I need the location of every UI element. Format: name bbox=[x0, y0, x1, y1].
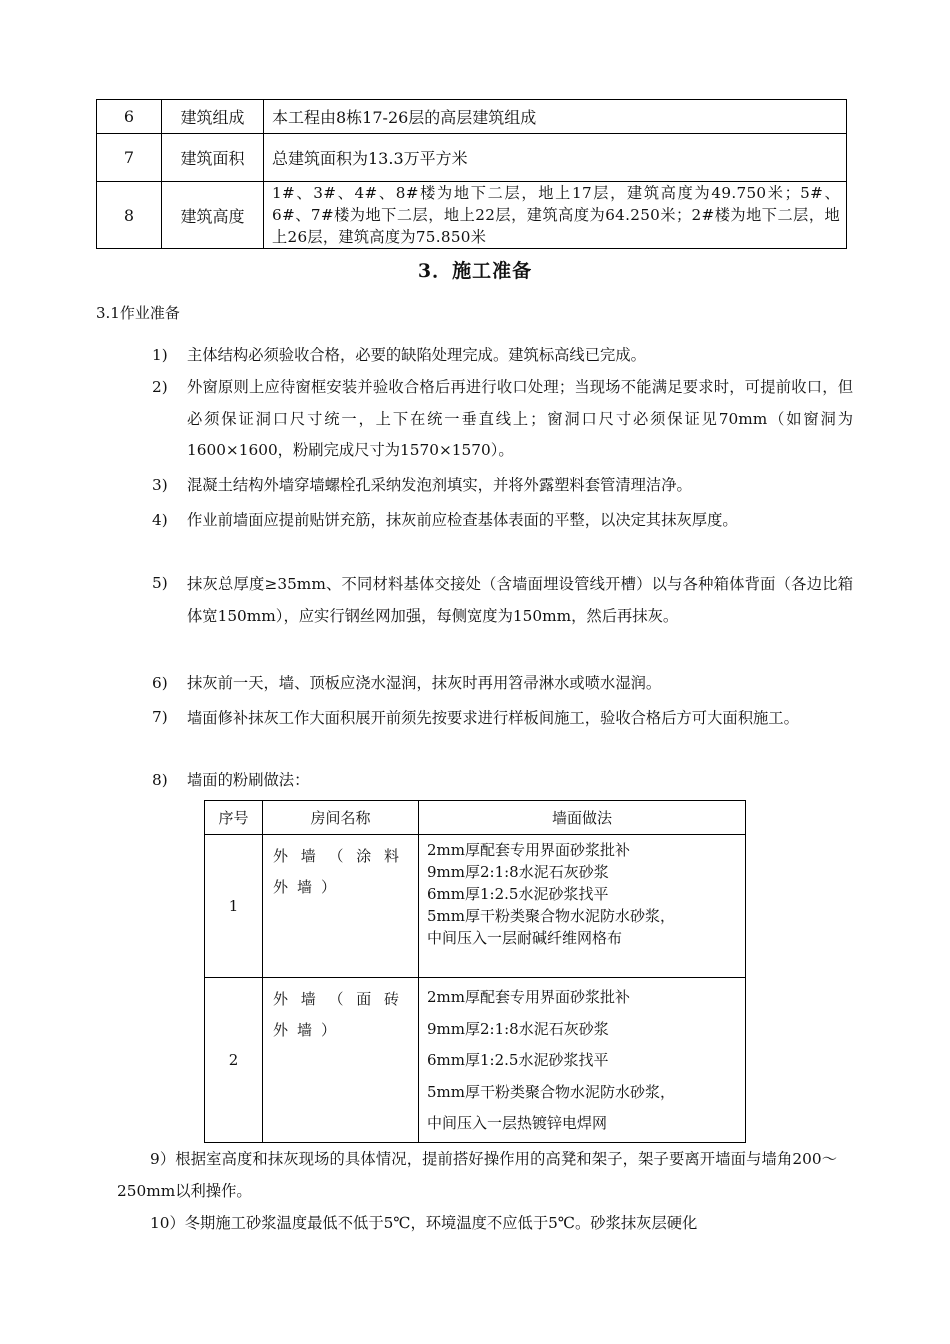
room-cell bbox=[263, 835, 419, 978]
method-line: 2mm厚配套专用界面砂浆批补 bbox=[427, 988, 630, 1006]
row-number: 2 bbox=[205, 978, 263, 1143]
table-row bbox=[97, 100, 847, 134]
list-number: 6) bbox=[152, 674, 168, 692]
paragraph-10: 10）冬期施工砂浆温度最低不低于5℃，环境温度不应低于5℃。砂浆抹灰层硬化 bbox=[150, 1214, 698, 1232]
row-item: 建筑高度 bbox=[162, 182, 264, 249]
method-line: 2mm厚配套专用界面砂浆批补 bbox=[427, 841, 630, 859]
row-item: 建筑组成 bbox=[162, 100, 264, 134]
room-name: 外墙（面砖外墙） bbox=[273, 990, 408, 1039]
row-content: 本工程由8栋17-26层的高层建筑组成 bbox=[264, 100, 847, 134]
list-number: 4) bbox=[152, 511, 168, 529]
list-number: 7) bbox=[152, 708, 168, 726]
row-number: 8 bbox=[97, 182, 162, 249]
table-header-row bbox=[205, 801, 746, 835]
list-text: 抹灰前一天，墙、顶板应浇水湿润，抹灰时再用笤帚淋水或喷水湿润。 bbox=[187, 674, 662, 692]
list-text: 混凝土结构外墙穿墙螺栓孔采纳发泡剂填实，并将外露塑料套管清理洁净。 bbox=[187, 476, 692, 494]
list-text: 抹灰总厚度≥35mm、不同材料基体交接处（含墙面埋设管线开槽）以与各种箱体背面（各边比箱体宽150mm），应实行钢丝网加强，每侧宽度为150mm，然后再抹灰。 bbox=[187, 575, 853, 625]
method-cell bbox=[419, 978, 746, 1143]
table-row bbox=[97, 134, 847, 182]
header-no: 序号 bbox=[205, 801, 263, 835]
row-number: 6 bbox=[97, 100, 162, 134]
list-number: 8) bbox=[152, 771, 168, 789]
row-content-cell bbox=[264, 182, 847, 249]
method-line: 中间压入一层耐碱纤维网格布 bbox=[427, 929, 623, 947]
method-line: 9mm厚2:1:8水泥石灰砂浆 bbox=[427, 1019, 609, 1038]
method-line: 中间压入一层热镀锌电焊网 bbox=[427, 1114, 608, 1132]
table-row bbox=[205, 835, 746, 978]
paragraph-9: 9）根据室高度和抹灰现场的具体情况，提前搭好操作用的高凳和架子，架子要离开墙面与墙角200～250mm以利操作。 bbox=[117, 1150, 837, 1200]
method-line: 9mm厚2:1:8水泥石灰砂浆 bbox=[427, 863, 609, 881]
list-text: 主体结构必须验收合格，必要的缺陷处理完成。建筑标高线已完成。 bbox=[187, 346, 646, 364]
list-number: 3) bbox=[152, 476, 168, 494]
list-text: 墙面的粉刷做法： bbox=[187, 771, 310, 789]
method-cell bbox=[419, 835, 746, 978]
list-text: 作业前墙面应提前贴饼充筋，抹灰前应检查基体表面的平整，以决定其抹灰厚度。 bbox=[187, 511, 738, 529]
section-heading: 3．施工准备 bbox=[417, 260, 533, 282]
method-line: 6mm厚1:2.5水泥砂浆找平 bbox=[427, 885, 609, 903]
list-text: 外窗原则上应待窗框安装并验收合格后再进行收口处理；当现场不能满足要求时，可提前收口，但必须保证洞口尺寸统一，上下在统一垂直线上；窗洞口尺寸必须保证见70mm（如窗洞为1600×1600，粉刷完成尺寸为1570×1570）。 bbox=[187, 378, 853, 459]
method-line: 6mm厚1:2.5水泥砂浆找平 bbox=[427, 1051, 609, 1069]
row-item: 建筑面积 bbox=[162, 134, 264, 182]
row-content: 总建筑面积为13.3万平方米 bbox=[264, 134, 847, 182]
row-number: 7 bbox=[97, 134, 162, 182]
row-number: 1 bbox=[205, 835, 263, 978]
list-number: 2) bbox=[152, 378, 168, 396]
list-text: 墙面修补抹灰工作大面积展开前须先按要求进行样板间施工，验收合格后方可大面积施工。 bbox=[187, 709, 799, 727]
wall-finish-table bbox=[204, 800, 746, 1143]
subsection-title: 3.1作业准备 bbox=[96, 304, 180, 322]
method-line: 5mm厚干粉类聚合物水泥防水砂浆， bbox=[427, 907, 675, 925]
room-name: 外墙（涂料外墙） bbox=[273, 847, 408, 896]
building-info-table bbox=[96, 99, 847, 249]
row-content: 1#、3#、4#、8#楼为地下二层，地上17层，建筑高度为49.750米；5#、6#、7#楼为地下二层，地上22层，建筑高度为64.250米；2#楼为地下二层，地上26层，建筑高度为75.850米 bbox=[272, 184, 840, 246]
header-room: 房间名称 bbox=[263, 801, 419, 835]
method-line: 5mm厚干粉类聚合物水泥防水砂浆， bbox=[427, 1082, 675, 1101]
header-method: 墙面做法 bbox=[419, 801, 746, 835]
table-row bbox=[97, 182, 847, 249]
list-number: 1) bbox=[152, 346, 168, 364]
table-row bbox=[205, 978, 746, 1143]
room-cell bbox=[263, 978, 419, 1143]
list-number: 5) bbox=[152, 574, 168, 592]
